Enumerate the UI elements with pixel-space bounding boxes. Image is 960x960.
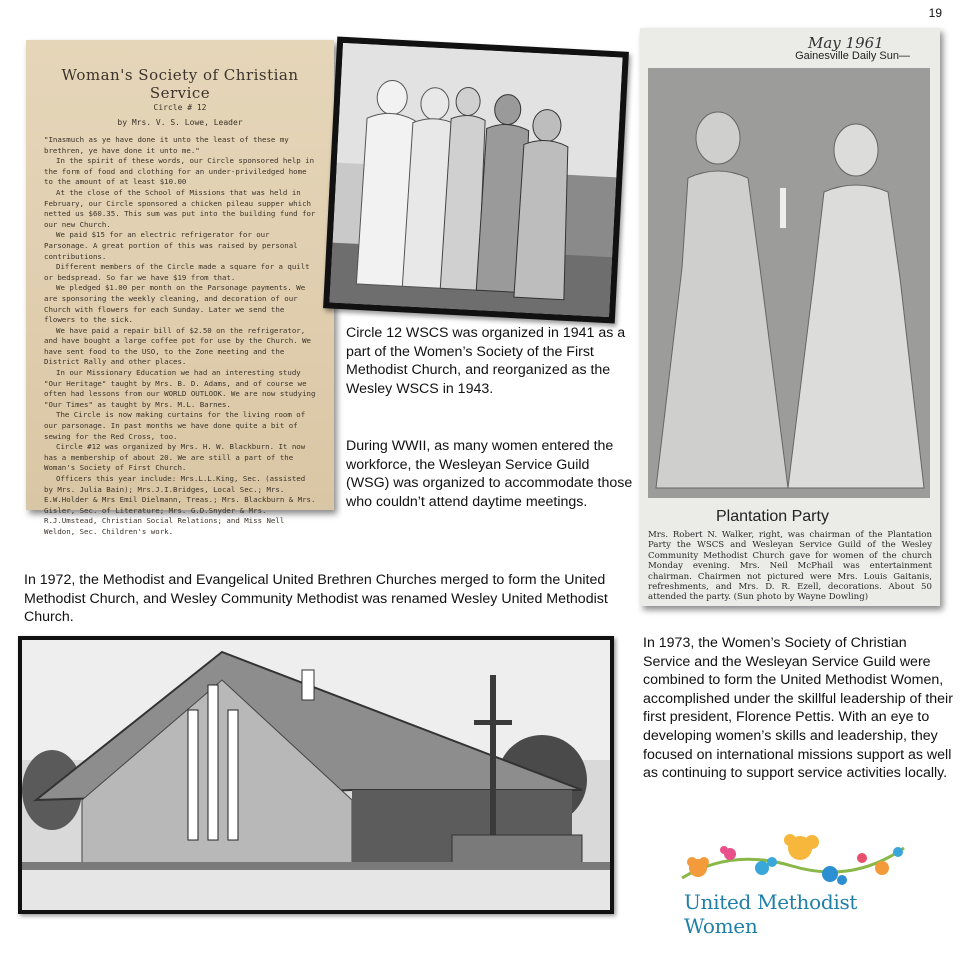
- clipping-caption: Mrs. Robert N. Walker, right, was chairman of the Plantation Party the WSCS and Wesleyan Service Guild of the Wesley Community Methodist Church gave for women of the church Monday evening. Mrs. Neil McPhail was entertainment chairman. Chairmen not pictured were Mrs. Louis Gaitanis, refreshments, and Mrs. D. R. Ezell, decorations. About 50 attended the party. (Sun photo by Wayne Dowling): [648, 530, 932, 603]
- document-paragraph: At the close of the School of Missions that was held in February, our Circle sponsored a chicken pileau supper which netted us $60.35. This sum was put into the building fund for our new Church.: [44, 187, 316, 229]
- flower-garland-icon: [672, 818, 912, 898]
- document-paragraph: We pledged $1.00 per month on the Parsonage payments. We are sponsoring the weekly cleaning, and decoration of our Church with flowers for each Sunday. Later we send the flowers to the sick.: [44, 283, 306, 325]
- umw-formation-text: In 1973, the Women’s Society of Christian Service and the Wesleyan Service Guild were combined to form the United Methodist Women, accomplished under the skillful leadership of their first president, Florence Pettis. With an eye to developing women’s skills and leadership, they focused on international missions support as well as continuing to support service activities locally.: [643, 635, 953, 782]
- document-paragraph: We paid $15 for an electric refrigerator for our Parsonage. A great portion of this was raised by personal contributions.: [44, 230, 298, 261]
- document-paragraph: In the spirit of these words, our Circle sponsored help in the form of food and clothing for an under-priviledged home to the amount of at least $10.00: [44, 156, 315, 187]
- clipping-headline: Plantation Party: [716, 508, 829, 525]
- umw-logo: [672, 818, 912, 938]
- document-paragraph: We have paid a repair bill of $2.50 on the refrigerator, and have bought a large coffee pot for use by the Church. We have sent food to the USO, to the Zone meeting and the District Rally and other places.: [44, 325, 311, 367]
- document-paragraph: The Circle is now making curtains for the living room of our parsonage. In past months we have done quite a bit of sewing for the Red Cross, too.: [44, 410, 306, 441]
- plantation-party-photo: [648, 68, 930, 498]
- umw-logo-text: United Methodist Women: [684, 890, 858, 938]
- page-number: 19: [928, 6, 942, 20]
- document-author: by Mrs. V. S. Lowe, Leader: [117, 118, 243, 127]
- circle-document: [26, 40, 334, 536]
- document-paragraph: "Inasmuch as ye have done it unto the least of these my brethren, ye have done it unto me.": [44, 135, 289, 155]
- document-paragraph: Officers this year include: Mrs.L.L.King, Sec. (assisted by Mrs. Julia Bain); Mrs.J.I.Bridges, Local Sec.; Mrs. E.W.Holder & Mrs Emil Dielmann, Treas.; Mrs. Blackburn & Mrs. Gisler, Sec. of Literature; Mrs. G.D.Snyder & Mrs. R.J.Umstead, Christian Social Relations; and Miss Nell Weldon, Sec. Children's work.: [44, 474, 316, 536]
- document-title: Woman's Society of Christian Service: [61, 66, 299, 102]
- document-circle: Circle # 12: [153, 103, 207, 112]
- newspaper-clipping: [640, 28, 940, 606]
- document-body: [44, 135, 316, 538]
- clipping-date: May 1961: [808, 34, 884, 52]
- wwii-guild-text: During WWII, as many women entered the workforce, the Wesleyan Service Guild (WSG) was organized to accommodate those who couldn’t attend daytime meetings.: [346, 438, 633, 510]
- document-paragraph: Different members of the Circle made a square for a quilt or bedspread. So far we have $19 from that.: [44, 262, 310, 282]
- document-paragraph: Circle #12 was organized by Mrs. H. W. Blackburn. It now has a membership of about 20. We are still a part of the Woman's Society of First Church.: [44, 442, 306, 473]
- circle-12-history-text: Circle 12 WSCS was organized in 1941 as a part of the Women’s Society of the First Methodist Church, and reorganized as the Wesley WSCS in 1943.: [346, 325, 626, 397]
- church-photo: [18, 636, 614, 914]
- clipping-newspaper: Gainesville Daily Sun—: [795, 50, 910, 62]
- church-merger-text: In 1972, the Methodist and Evangelical United Brethren Churches merged to form the United Methodist Church, and Wesley Community Methodist was renamed Wesley United Methodist Church.: [24, 572, 608, 626]
- women-group-photo: [323, 37, 629, 324]
- document-paragraph: In our Missionary Education we had an interesting study "Our Heritage" taught by Mrs. B. D. Adams, and of course we often had lessons from our WORLD OUTLOOK. We are now studying "Our Times" as taught by Mrs. M.L. Barnes.: [44, 368, 316, 409]
